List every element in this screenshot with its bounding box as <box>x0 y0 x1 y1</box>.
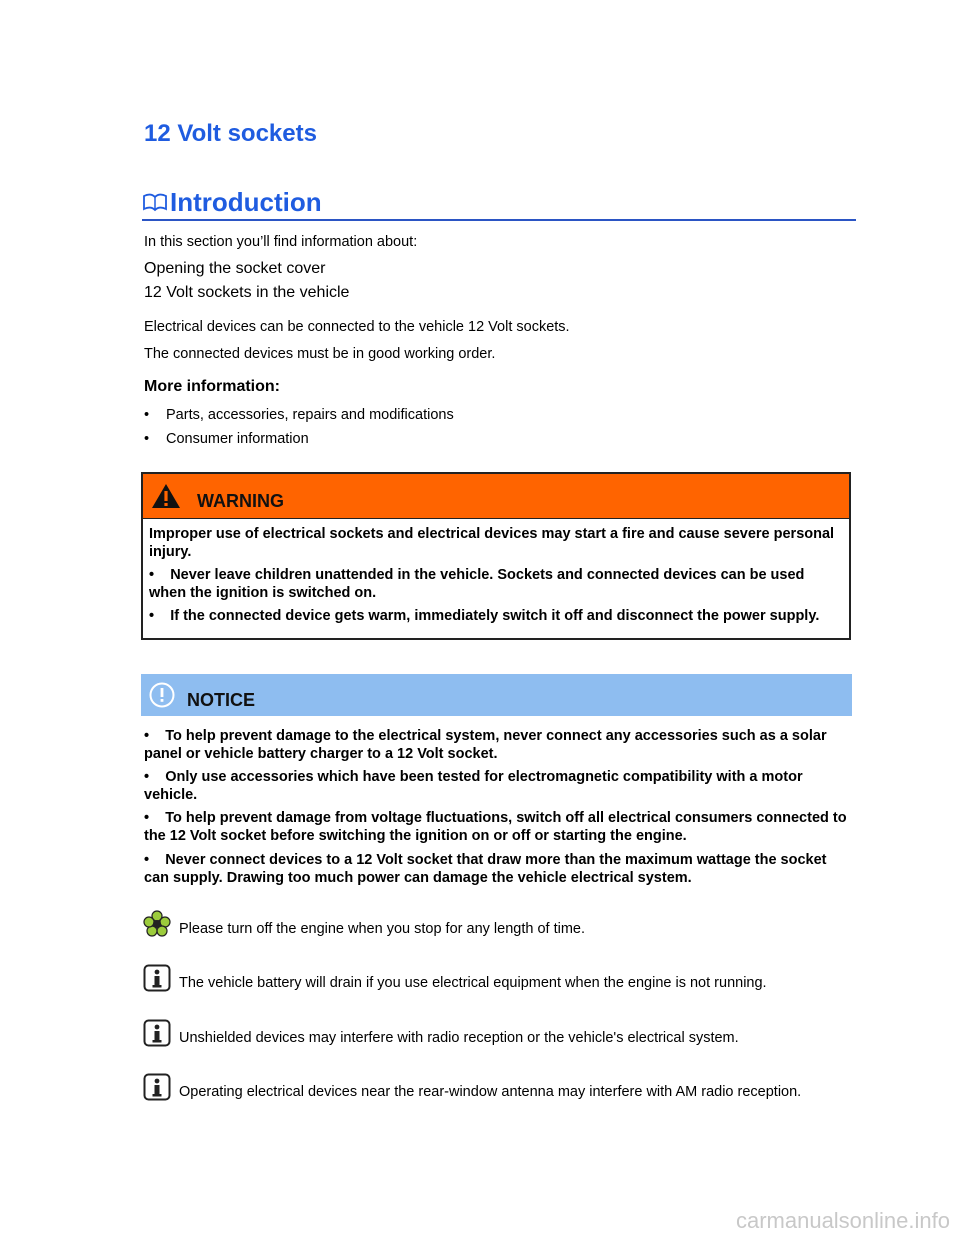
notice-item <box>144 768 854 804</box>
intro-line: In this section you’ll find information about: <box>144 234 418 250</box>
warning-triangle-icon <box>151 482 181 510</box>
notice-label: NOTICE <box>187 689 256 710</box>
notice-item-text: Only use accessories which have been tested for electromagnetic compatibility with a motor vehicle. <box>144 769 803 803</box>
notice-item-text: To help prevent damage to the electrical system, never connect any accessories such as a solar panel or vehicle battery charger to a 12 Volt socket. <box>144 728 827 762</box>
bullet: • <box>144 769 150 785</box>
list-item[interactable] <box>144 430 309 448</box>
notice-item <box>144 809 854 845</box>
info-icon <box>143 1019 171 1047</box>
notice-item-text: Never connect devices to a 12 Volt socket that draw more than the maximum wattage the socket can supply. Drawing too much power can damage the vehicle electrical system. <box>144 852 827 886</box>
warning-item-text: If the connected device gets warm, immediately switch it off and disconnect the power supply. <box>170 608 820 624</box>
info-note-text: The vehicle battery will drain if you use electrical equipment when the engine is not running. <box>179 975 767 991</box>
eco-tip <box>143 910 585 938</box>
warning-item-text: Never leave children unattended in the vehicle. Sockets and connected devices can be used when the ignition is switched on. <box>149 567 805 601</box>
warning-header <box>143 474 849 519</box>
section-heading-row <box>142 186 856 221</box>
topic-link[interactable]: Opening the socket cover <box>144 260 326 277</box>
info-note <box>143 1019 739 1047</box>
book-icon <box>142 192 168 212</box>
warning-item <box>143 566 849 602</box>
bullet: • <box>149 567 155 583</box>
bullet: • <box>144 407 150 423</box>
warning-label: WARNING <box>197 490 284 511</box>
bullet: • <box>149 608 155 624</box>
list-item[interactable] <box>144 406 454 424</box>
notice-exclamation-icon <box>149 682 175 708</box>
info-note-text: Operating electrical devices near the rear-window antenna may interfere with AM radio reception. <box>179 1084 802 1100</box>
warning-intro: Improper use of electrical sockets and electrical devices may start a fire and cause severe personal injury. <box>149 526 835 560</box>
warning-item <box>143 607 849 625</box>
notice-item <box>144 851 854 887</box>
watermark[interactable]: carmanualsonline.info <box>735 1208 950 1233</box>
paragraph: The connected devices must be in good working order. <box>144 346 496 362</box>
eco-tip-text: Please turn off the engine when you stop for any length of time. <box>179 921 585 937</box>
paragraph: Electrical devices can be connected to the vehicle 12 Volt sockets. <box>144 319 570 335</box>
info-note <box>143 964 767 992</box>
info-icon <box>143 1073 171 1101</box>
bullet: • <box>144 728 150 744</box>
list-item-label: Consumer information <box>166 431 309 447</box>
warning-box <box>141 472 851 640</box>
info-note-text: Unshielded devices may interfere with radio reception or the vehicle's electrical system. <box>179 1030 739 1046</box>
more-info-heading: More information: <box>144 378 280 395</box>
notice-header <box>141 674 852 716</box>
section-heading: Introduction <box>170 187 322 217</box>
topic-link[interactable]: 12 Volt sockets in the vehicle <box>144 284 350 301</box>
info-note <box>143 1073 801 1101</box>
eco-flower-icon <box>143 910 171 938</box>
notice-item <box>144 727 854 763</box>
bullet: • <box>144 810 150 826</box>
page-title: 12 Volt sockets <box>144 120 317 147</box>
bullet: • <box>144 852 150 868</box>
list-item-label: Parts, accessories, repairs and modifications <box>166 407 454 423</box>
notice-item-text: To help prevent damage from voltage fluctuations, switch off all electrical consumers connected to the 12 Volt socket before switching the ignition on or off or starting the engine. <box>144 810 847 844</box>
info-icon <box>143 964 171 992</box>
bullet: • <box>144 431 150 447</box>
